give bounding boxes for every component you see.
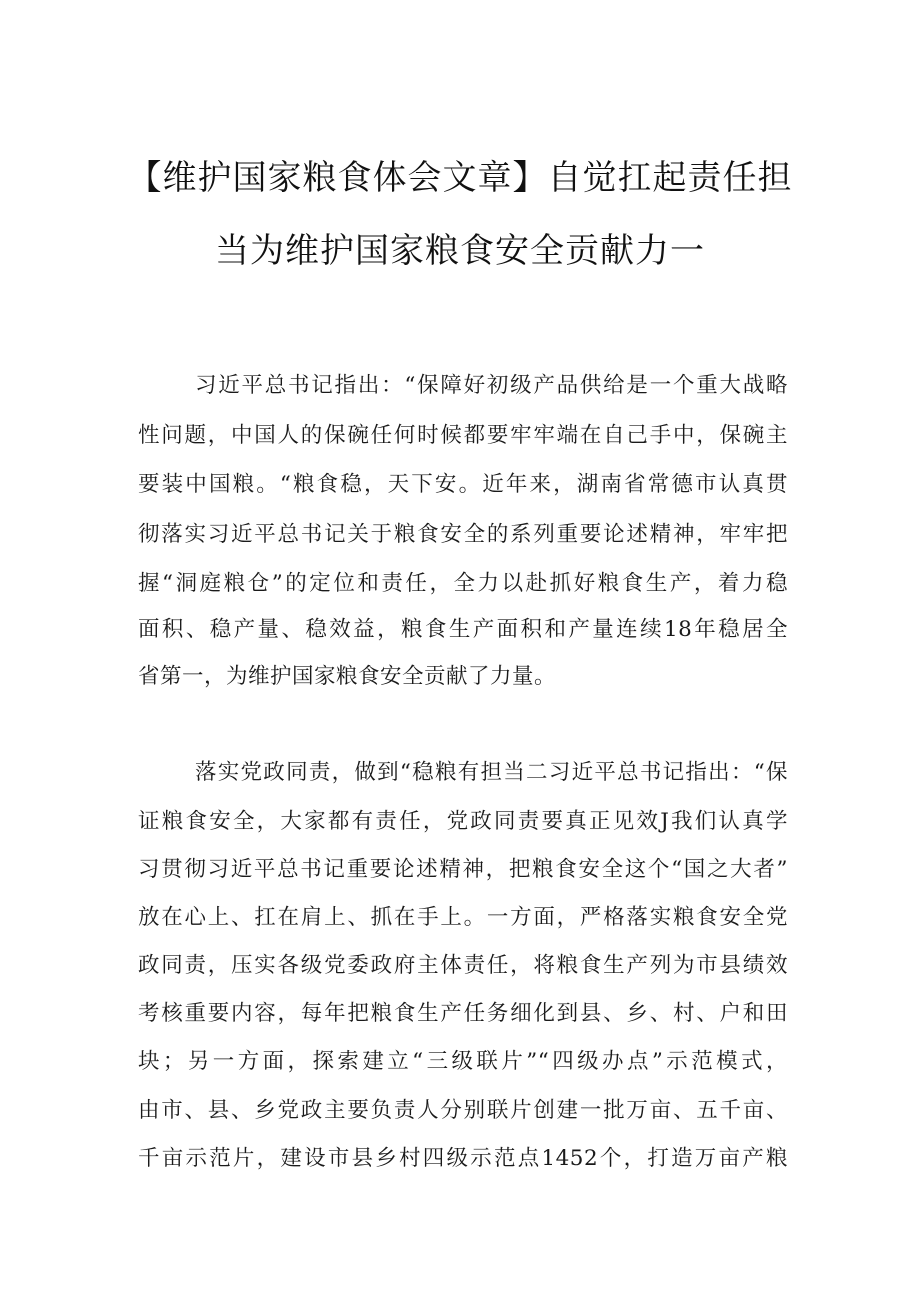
paragraph-line: 千亩示范片，建设市县乡村四级示范点1452个，打造万亩产粮 (138, 1146, 788, 1171)
paragraph-line: 证粮食安全，大家都有责任，党政同责要真正见效J我们认真学 (138, 809, 788, 834)
paragraph-line: 性问题，中国人的保碗任何时候都要牢牢端在自己手中，保碗主 (138, 423, 788, 448)
document-title-line-1: 【维护国家粮食体会文章】自觉扛起责任担 (127, 158, 793, 198)
paragraph-line: 要装中国粮。“粮食稳，天下安。近年来，湖南省常德市认真贯 (138, 472, 788, 497)
paragraph-line: 考核重要内容，每年把粮食生产任务细化到县、乡、村、户和田 (138, 1001, 788, 1026)
paragraph-line: 由市、县、乡党政主要负责人分别联片创建一批万亩、五千亩、 (138, 1098, 788, 1123)
document-title-line-2: 当为维护国家粮食安全贡献力一 (215, 231, 705, 271)
paragraph-line: 块；另一方面，探索建立“三级联片”“四级办点”示范模式， (138, 1049, 788, 1074)
paragraph-line: 落实党政同责，做到“稳粮有担当二习近平总书记指出：“保 (195, 760, 788, 785)
paragraph-line: 面积、稳产量、稳效益，粮食生产面积和产量连续18年稳居全 (138, 617, 788, 642)
paragraph-line: 握“洞庭粮仓”的定位和责任，全力以赴抓好粮食生产，着力稳 (138, 571, 788, 596)
paragraph-line: 彻落实习近平总书记关于粮食安全的系列重要论述精神，牢牢把 (138, 522, 788, 547)
paragraph-line: 放在心上、扛在肩上、抓在手上。一方面，严格落实粮食安全党 (138, 905, 788, 930)
paragraph-line: 习近平总书记指出：“保障好初级产品供给是一个重大战略 (195, 373, 788, 398)
paragraph-line: 政同责，压实各级党委政府主体责任，将粮食生产列为市县绩效 (138, 953, 788, 978)
paragraph-line: 省第一，为维护国家粮食安全贡献了力量。 (138, 664, 557, 689)
paragraph-line: 习贯彻习近平总书记重要论述精神，把粮食安全这个“国之大者” (138, 857, 788, 882)
